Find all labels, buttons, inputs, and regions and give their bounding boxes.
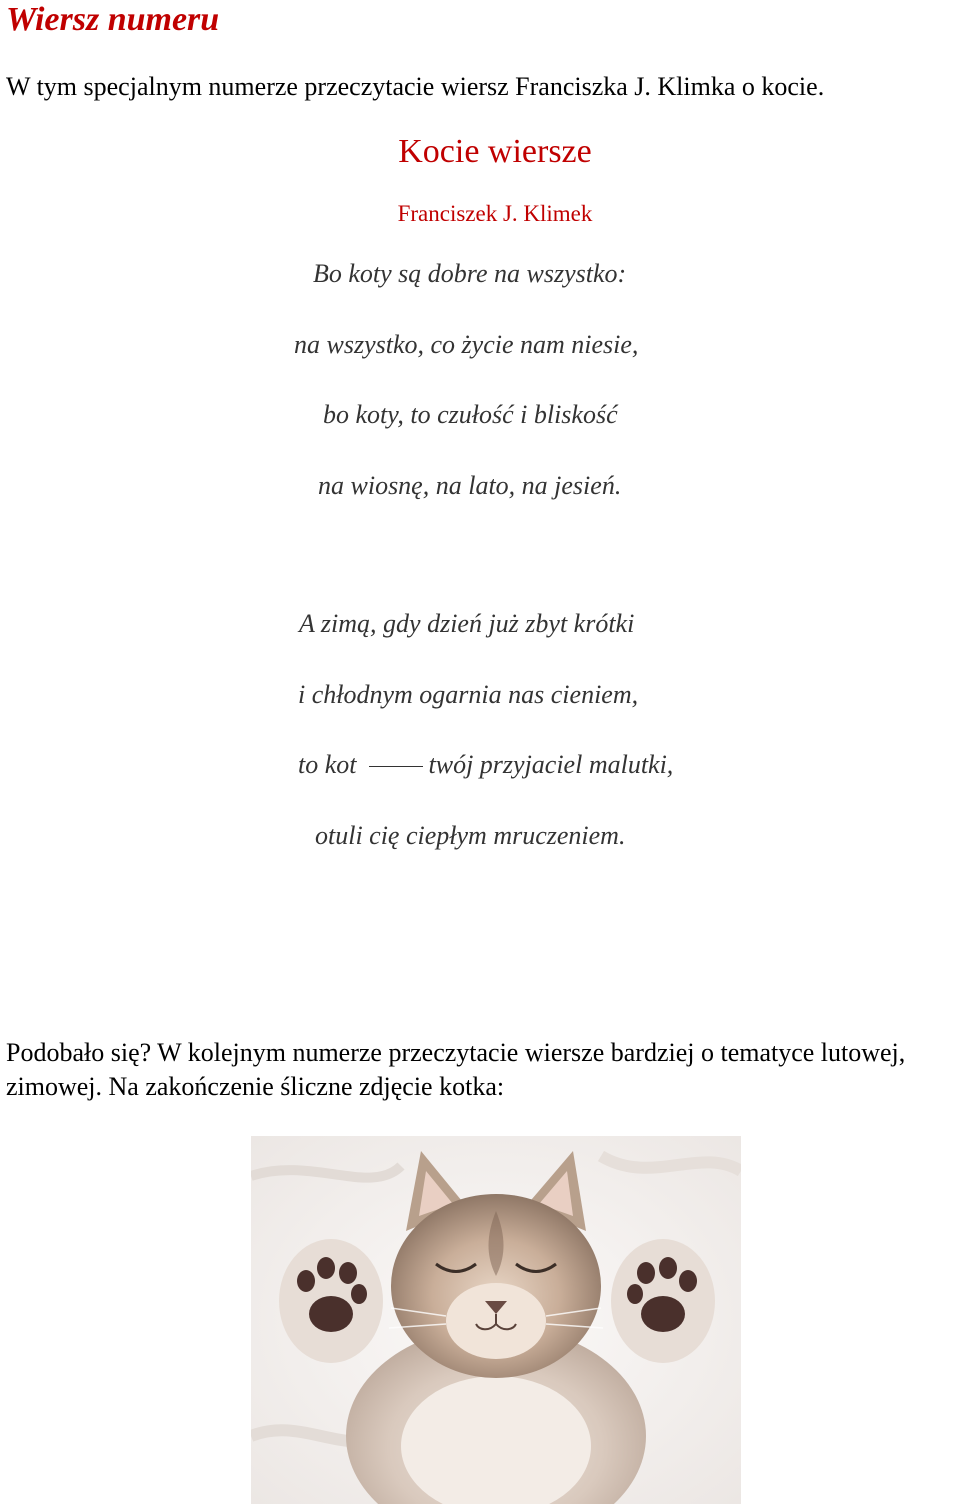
closing-paragraph: Podobało się? W kolejnym numerze przeczytacie wiersze bardziej o tematyce lutowej, zimowej. Na zakończenie śliczne zdjęcie kotka: xyxy=(6,1038,906,1101)
verse-line: otuli cię ciepłym mruczeniem. xyxy=(315,821,626,850)
em-dash xyxy=(369,766,423,767)
verse-line: na wszystko, co życie nam niesie, xyxy=(294,330,639,359)
poem-title: Kocie wiersze xyxy=(398,133,592,170)
verse-fragment: to kot xyxy=(298,750,357,779)
verse-line: bo koty, to czułość i bliskość xyxy=(323,400,618,429)
sleeping-kitten-illustration xyxy=(251,1136,741,1504)
verse-fragment: twój przyjaciel malutki, xyxy=(428,750,674,779)
verse-line: na wiosnę, na lato, na jesień. xyxy=(318,471,622,500)
verse-line: i chłodnym ogarnia nas cieniem, xyxy=(298,680,639,709)
verse-line-with-dash xyxy=(298,748,673,782)
kitten-photo xyxy=(251,1136,741,1504)
verse-line: A zimą, gdy dzień już zbyt krótki xyxy=(299,609,635,638)
article-intro: W tym specjalnym numerze przeczytacie wiersz Franciszka J. Klimka o kocie. xyxy=(6,72,825,101)
article-heading: Wiersz numeru xyxy=(6,1,220,38)
poem-author: Franciszek J. Klimek xyxy=(397,201,593,226)
verse-line: Bo koty są dobre na wszystko: xyxy=(313,259,627,288)
